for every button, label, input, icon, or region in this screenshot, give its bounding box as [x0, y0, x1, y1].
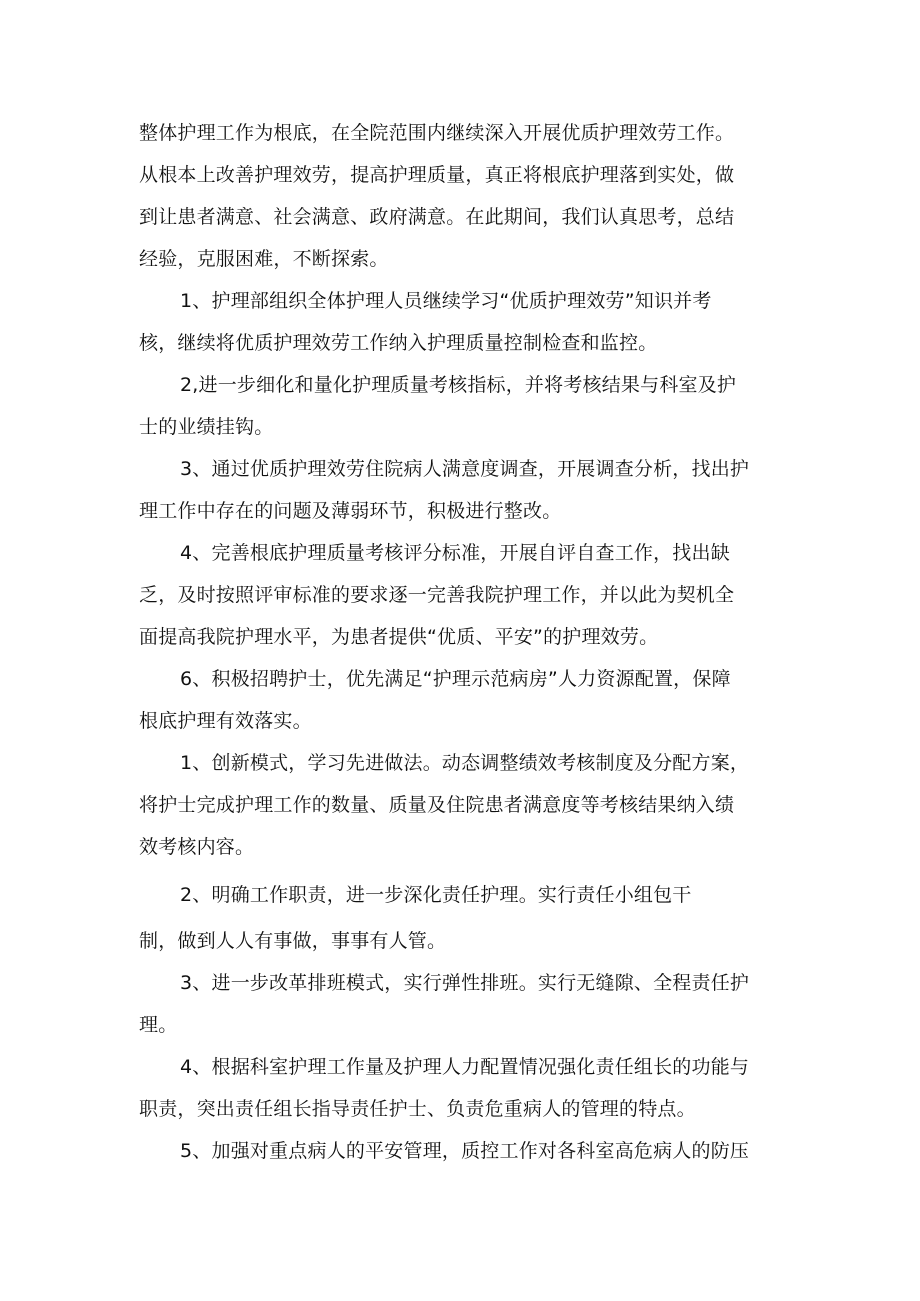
- text-line: 理。: [139, 1014, 178, 1036]
- text-line: 从根本上改善护理效劳，提高护理质量，真正将根底护理落到实处，做: [139, 164, 735, 186]
- text-line: 根底护理有效落实。: [139, 710, 312, 732]
- text-line: 4、完善根底护理质量考核评分标准，开展自评自查工作，找出缺: [180, 542, 730, 564]
- text-line: 4、根据科室护理工作量及护理人力配置情况强化责任组长的功能与: [180, 1056, 750, 1078]
- text-line: 1、护理部组织全体护理人员继续学习“优质护理效劳”知识并考: [180, 290, 712, 312]
- text-line: 整体护理工作为根底，在全院范围内继续深入开展优质护理效劳工作。: [139, 122, 735, 144]
- text-line: 1、创新模式，学习先进做法。动态调整绩效考核制度及分配方案，: [180, 752, 750, 774]
- text-line: 制，做到人人有事做，事事有人管。: [139, 930, 447, 952]
- text-line: 效考核内容。: [139, 836, 255, 858]
- text-line: 5、加强对重点病人的平安管理，质控工作对各科室高危病人的防压: [180, 1140, 750, 1162]
- text-line: 2、明确工作职责，进一步深化责任护理。实行责任小组包干: [180, 884, 692, 906]
- text-line: 将护士完成护理工作的数量、质量及住院患者满意度等考核结果纳入绩: [139, 794, 735, 816]
- text-line: 3、通过优质护理效劳住院病人满意度调查，开展调查分析，找出护: [180, 458, 750, 480]
- text-line: 面提高我院护理水平，为患者提供“优质、平安”的护理效劳。: [139, 626, 659, 648]
- text-line: 到让患者满意、社会满意、政府满意。在此期间，我们认真思考，总结: [139, 206, 735, 228]
- text-line: 核，继续将优质护理效劳工作纳入护理质量控制检查和监控。: [139, 332, 658, 354]
- text-line: 6、积极招聘护士，优先满足“护理示范病房”人力资源配置，保障: [180, 668, 731, 690]
- text-line: 2,进一步细化和量化护理质量考核指标，并将考核结果与科室及护: [180, 374, 737, 396]
- text-line: 理工作中存在的问题及薄弱环节，积极进行整改。: [139, 500, 562, 522]
- text-line: 3、进一步改革排班模式，实行弹性排班。实行无缝隙、全程责任护: [180, 972, 750, 994]
- text-line: 职责，突出责任组长指导责任护士、负责危重病人的管理的特点。: [139, 1098, 696, 1120]
- text-line: 经验，克服困难，不断探索。: [139, 248, 389, 270]
- text-line: 乏，及时按照评审标准的要求逐一完善我院护理工作，并以此为契机全: [139, 584, 735, 606]
- text-line: 士的业绩挂钩。: [139, 416, 274, 438]
